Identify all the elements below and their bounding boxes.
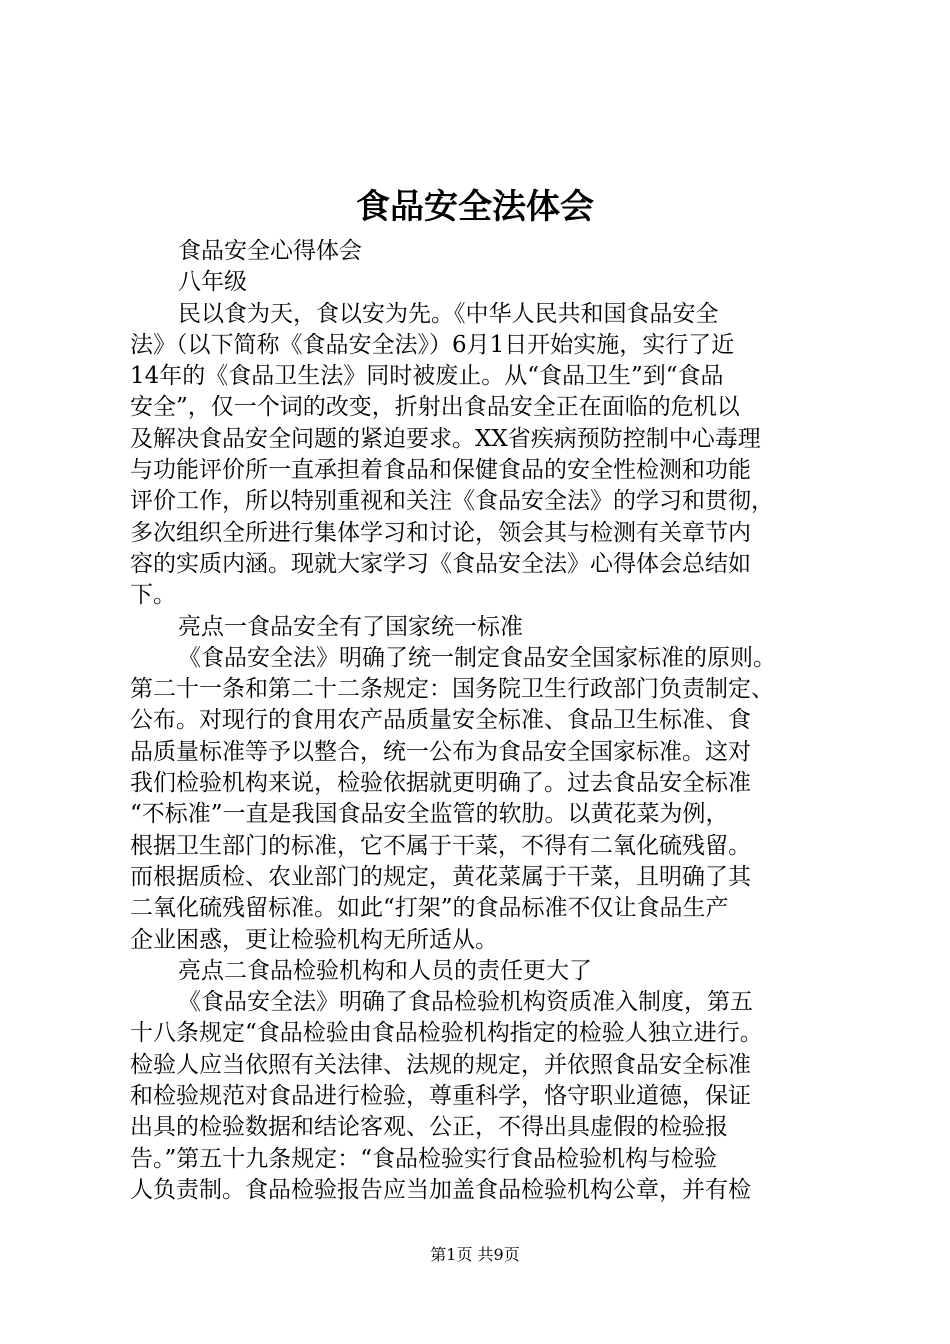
text-line: 八年级 bbox=[178, 269, 247, 296]
text-line: 检验人应当依照有关法律、法规的规定，并依照食品安全标准 bbox=[130, 1051, 751, 1078]
text-line: 告。”第五十九条规定：“食品检验实行食品检验机构与检验 bbox=[130, 1145, 718, 1172]
text-line: 二氧化硫残留标准。如此“打架”的食品标准不仅让食品生产 bbox=[130, 895, 729, 922]
text-line: 人负责制。食品检验报告应当加盖食品检验机构公章，并有检 bbox=[130, 1176, 751, 1203]
text-line: 根据卫生部门的标准，它不属于干菜，不得有二氧化硫残留。 bbox=[130, 832, 751, 859]
text-line: 《食品安全法》明确了食品检验机构资质准入制度，第五 bbox=[178, 989, 753, 1016]
text-line: 与功能评价所一直承担着食品和保健食品的安全性检测和功能 bbox=[130, 457, 751, 484]
text-line: 法》（以下简称《食品安全法》）6月1日开始实施，实行了近 bbox=[130, 331, 735, 358]
text-line: 及解决食品安全问题的紧迫要求。XX省疾病预防控制中心毒理 bbox=[130, 425, 761, 452]
text-line: 十八条规定“食品检验由食品检验机构指定的检验人独立进行。 bbox=[130, 1020, 763, 1047]
text-line: 出具的检验数据和结论客观、公正，不得出具虚假的检验报 bbox=[130, 1114, 728, 1141]
text-line: 民以食为天，食以安为先。《中华人民共和国食品安全 bbox=[178, 300, 719, 327]
text-line: 公布。对现行的食用农产品质量安全标准、食品卫生标准、食 bbox=[130, 707, 751, 734]
text-line: 和检验规范对食品进行检验，尊重科学，恪守职业道德，保证 bbox=[130, 1083, 751, 1110]
text-line: 容的实质内涵。现就大家学习《食品安全法》心得体会总结如 bbox=[130, 550, 751, 577]
text-line: 企业困惑，更让检验机构无所适从。 bbox=[130, 926, 498, 953]
text-line: 多次组织全所进行集体学习和讨论，领会其与检测有关章节内 bbox=[130, 519, 751, 546]
page-footer: 第1页 共9页 bbox=[430, 1245, 520, 1264]
text-line: 第二十一条和第二十二条规定：国务院卫生行政部门负责制定、 bbox=[130, 676, 774, 703]
text-line: 品质量标准等予以整合，统一公布为食品安全国家标准。这对 bbox=[130, 738, 751, 765]
page-title: 食品安全法体会 bbox=[356, 187, 594, 227]
text-line: 下。 bbox=[130, 582, 176, 609]
text-line: 14年的《食品卫生法》同时被废止。从“食品卫生”到“食品 bbox=[130, 363, 724, 390]
text-line: 我们检验机构来说，检验依据就更明确了。过去食品安全标准 bbox=[130, 770, 751, 797]
text-line: 亮点一食品安全有了国家统一标准 bbox=[178, 613, 523, 640]
document-body bbox=[130, 236, 830, 1206]
text-line: 安全”，仅一个词的改变，折射出食品安全正在面临的危机以 bbox=[130, 394, 740, 421]
text-line: 食品安全心得体会 bbox=[178, 238, 362, 264]
text-line: 评价工作，所以特别重视和关注《食品安全法》的学习和贯彻， bbox=[130, 488, 774, 515]
text-line: 亮点二食品检验机构和人员的责任更大了 bbox=[178, 957, 592, 984]
text-line: 而根据质检、农业部门的规定，黄花菜属于干菜，且明确了其 bbox=[130, 863, 751, 890]
text-line: 《食品安全法》明确了统一制定食品安全国家标准的原则。 bbox=[178, 644, 776, 671]
text-line: “不标准”一直是我国食品安全监管的软肋。以黄花菜为例， bbox=[130, 801, 729, 828]
